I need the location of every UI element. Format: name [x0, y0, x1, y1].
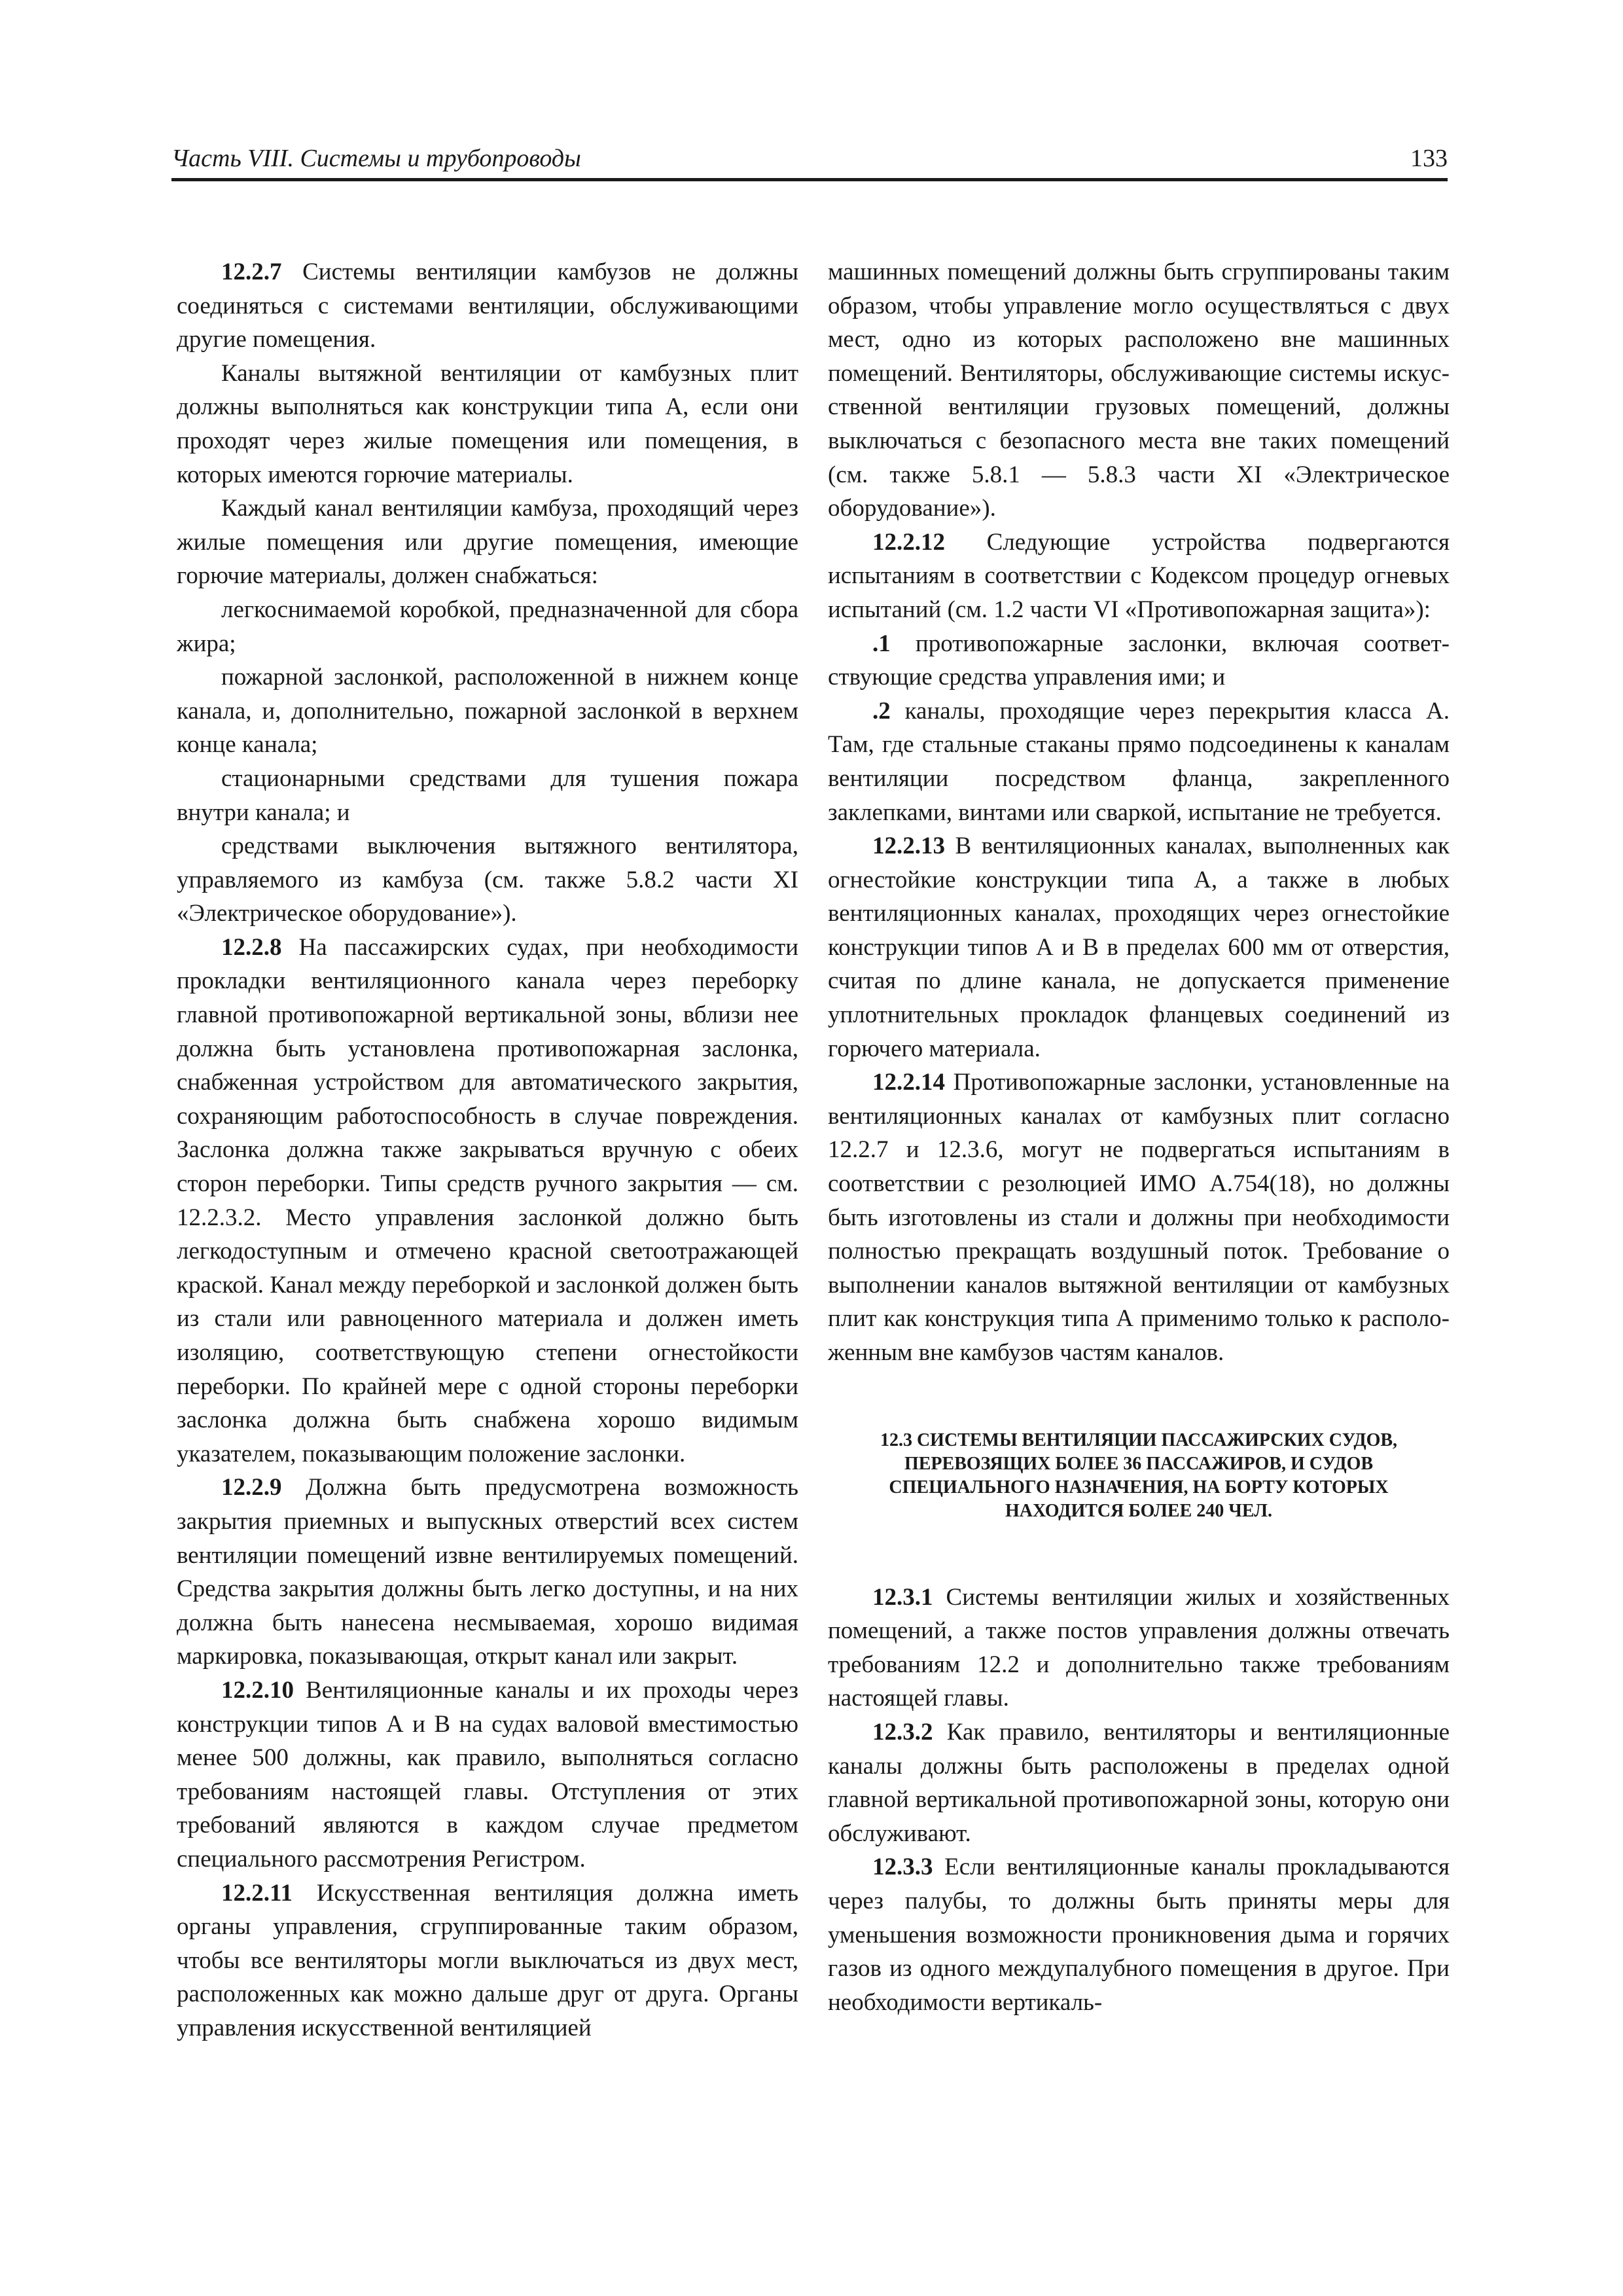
paragraph: [828, 1581, 1450, 1715]
list-item: [177, 660, 798, 762]
paragraph-text: На пассажирских судах, при необходимости прокладки вентиляционного канала через переборку главной противопожарной вертикальной зоны, вблизи нее должна быть установлена противопожарная заслонка, снабженная устройством для автоматического закрытия, сохраняющим работоспособность в случае повреждения. Заслонка должна также закрываться вручную с обеих сторон переборки. Типы средств ручного закрытия — см. 12.2.3.2. Место управления заслонкой должно быть легкодоступным и отмечено красной светоотражающей краской. Канал между переборкой и заслонкой должен быть из стали или равноценного материала и должен иметь изоляцию, соответствующую степени огнестойкости переборки. По крайней мере с одной стороны переборки заслонка должна быть снабжена хорошо видимым указателем, показывающим положение заслонки.: [177, 933, 798, 1467]
paragraph-text: Следующие устройства подвергаются испытаниям в соответствии с Кодексом процедур огневых испытаний (см. 1.2 части VI «Противопожарная защита»):: [828, 528, 1450, 623]
paragraph-text: Если вентиляционные каналы прокладываются через палубы, то должны быть приняты меры для уменьшения возможности проникновения дыма и горячих газов из одного междупалубного помещения в другое. При необходимости вертикаль-: [828, 1854, 1450, 2016]
paragraph: [828, 1850, 1450, 2019]
paragraph-text: Вентиляционные каналы и их проходы через конструкции типов А и В на судах валовой вместимостью менее 500 должны, как правило, выполняться согласно требованиям настоящей главы. Отступления от этих требований являются в каждом случае предметом специального рассмотрения Регистром.: [177, 1676, 798, 1873]
paragraph-text: средствами выключения вытяжного вентилятора, управляемого из камбуза (см. также 5.8.2 части XI «Электрическое оборудование»).: [177, 833, 798, 927]
clause-number: 12.3.2: [872, 1718, 933, 1746]
clause-number: 12.2.10: [221, 1676, 294, 1704]
clause-number: 12.2.9: [221, 1474, 282, 1501]
list-item: [177, 762, 798, 829]
paragraph-text: противопожарные заслонки, включая соответствующие средства управления ими; и: [828, 630, 1450, 691]
right-column: [828, 255, 1450, 2019]
paragraph: [177, 255, 798, 357]
paragraph: [177, 931, 798, 1471]
paragraph-text: Противопожарные заслонки, установленные на вентиляционных каналах от камбузных плит согласно 12.2.7 и 12.3.6, могут не подвергаться испытаниям в соответствии с резолюцией ИМО А.754(18), но должны быть изготовлены из стали и должны при необходимости полностью прекращать воздушный поток. Требование о выполнении каналов вытяжной вентиляции от камбузных плит как конструкция типа А применимо только к расположенным вне камбузов частям каналов.: [828, 1069, 1450, 1366]
list-item: [828, 694, 1450, 829]
clause-number: 12.3.1: [872, 1583, 933, 1611]
section-heading: 12.3 СИСТЕМЫ ВЕНТИЛЯЦИИ ПАССАЖИРСКИХ СУДОВ, ПЕРЕВОЗЯЩИХ БОЛЕЕ 36 ПАССАЖИРОВ, И СУДОВ СПЕЦИАЛЬНОГО НАЗНАЧЕНИЯ, НА БОРТУ КОТОРЫХ НАХОДИТСЯ БОЛЕЕ 240 ЧЕЛ.: [880, 1429, 1398, 1521]
item-number: .2: [872, 697, 891, 725]
paragraph: [828, 829, 1450, 1066]
list-item: [177, 593, 798, 660]
paragraph-continued: [828, 255, 1450, 526]
paragraph-text: стационарными средствами для тушения пожара внутри канала; и: [177, 764, 798, 826]
clause-number: 12.2.7: [221, 259, 282, 285]
clause-number: 12.2.12: [872, 528, 945, 556]
paragraph: [828, 1066, 1450, 1369]
paragraph-text: Должна быть предусмотрена возможность закрытия приемных и выпускных отверстий всех систем вентиляции помещений извне вентилируемых помещений. Средства закрытия должны быть легко доступны, и на них должна быть нанесена несмываемая, хорошо видимая маркировка, показывающая, открыт канал или закрыт.: [177, 1474, 798, 1670]
item-number: .1: [872, 630, 891, 657]
paragraph-text: машинных помещений должны быть сгруппированы таким образом, чтобы управление могло осуществляться с двух мест, одно из которых расположено вне машинных помещений. Вентиляторы, обслуживающие системы искусственной вентиляции грузовых помещений, должны выключаться с безопасного места вне таких помещений (см. также 5.8.1 — 5.8.3 части XI «Электрическое оборудование»).: [828, 259, 1450, 522]
paragraph: [828, 526, 1450, 627]
paragraph: [177, 492, 798, 593]
page-number: 133: [1410, 145, 1448, 172]
running-header: [171, 139, 1448, 181]
clause-number: 12.2.13: [872, 833, 945, 860]
left-column: [177, 255, 798, 2045]
paragraph: [177, 1471, 798, 1674]
paragraph-text: Каналы вытяжной вентиляции от камбузных плит должны выполняться как конструкции типа А, если они проходят через жилые помещения или помещения, в которых имеются горючие материалы.: [177, 359, 798, 488]
clause-number: 12.2.11: [221, 1879, 293, 1907]
paragraph-text: Системы вентиляции жилых и хозяйственных помещений, а также постов управления должны отвечать требованиям 12.2 и дополнительно также требованиям настоящей главы.: [828, 1583, 1450, 1712]
paragraph-text: Как правило, вентиляторы и вентиляционные каналы должны быть расположены в пределах одной главной вертикальной противопожарной зоны, которую они обслуживают.: [828, 1718, 1450, 1847]
paragraph-text: легкоснимаемой коробкой, предназначенной для сбора жира;: [177, 596, 798, 657]
paragraph: [177, 1876, 798, 2045]
header-title: Часть VIII. Системы и трубопроводы: [171, 145, 581, 172]
paragraph: [177, 357, 798, 492]
paragraph-text: пожарной заслонкой, расположенной в нижнем конце канала, и, дополнительно, пожарной заслонкой в верхнем конце канала;: [177, 664, 798, 759]
paragraph-text: Каждый канал вентиляции камбуза, проходящий через жилые помещения или другие помещения, имеющие горючие материалы, должен снабжаться:: [177, 495, 798, 590]
paragraph: [828, 1715, 1450, 1850]
paragraph-text: каналы, проходящие через перекрытия класса А. Там, где стальные стаканы прямо подсоединены к каналам вентиляции посредством фланца, закрепленного заклепками, винтами или сваркой, испытание не требуется.: [828, 697, 1450, 826]
clause-number: 12.2.14: [872, 1069, 945, 1096]
clause-number: 12.3.3: [872, 1854, 933, 1881]
paragraph-text: Системы вентиляции камбузов не должны соединяться с системами вентиляции, обслуживающими другие помещения.: [177, 259, 798, 353]
clause-number: 12.2.8: [221, 933, 282, 961]
paragraph-text: Искусственная вентиляция должна иметь органы управления, сгруппированные таким образом, чтобы все вентиляторы могли выключаться из двух мест, расположенных как можно дальше друг от друга. Органы управления искусственной вентиляцией: [177, 1879, 798, 2041]
list-item: [177, 829, 798, 931]
paragraph: [177, 1674, 798, 1876]
list-item: [828, 627, 1450, 694]
paragraph-text: В вентиляционных каналах, выполненных как огнестойкие конструкции типа А, а также в любых вентиляционных каналах, проходящих через огнестойкие конструкции типов А и В в пределах 600 мм от отверстия, считая по длине канала, не допускается применение уплотнительных прокладок фланцевых соединений из горючего материала.: [828, 833, 1450, 1062]
